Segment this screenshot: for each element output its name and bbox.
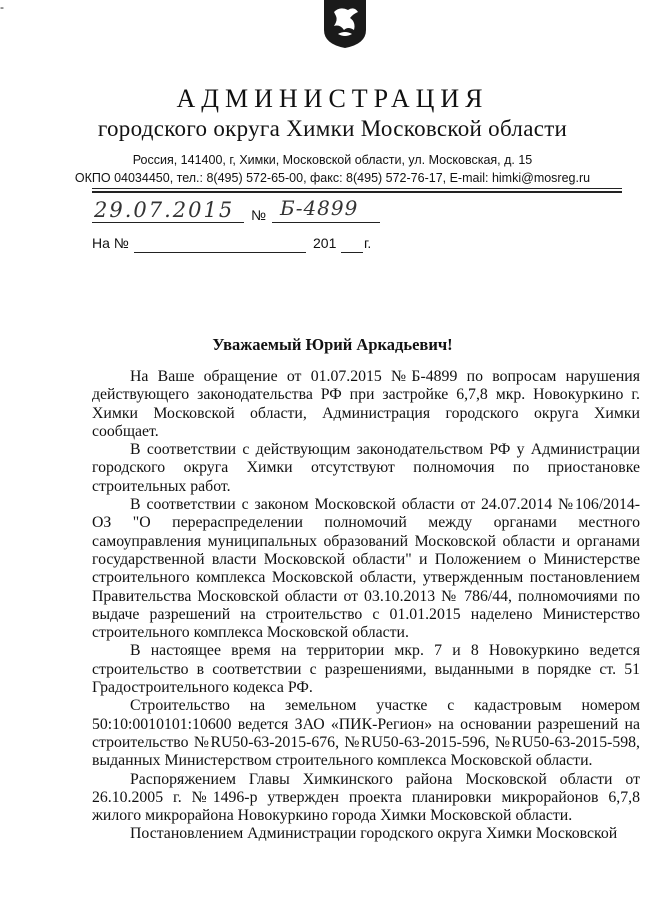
- paragraph: В соответствии с законом Московской области от 24.07.2014 №106/2014-ОЗ "О перераспределении полномочий между органами местного самоуправления муниципальных образований Московской области и органами государственной власти Московской области" и Положением о Министерстве строительного комплекса Московской области, утвержденным постановлением Правительства Московской области от 03.10.2013 № 786/44, полномочиями по выдаче разрешений на строительство с 01.01.2015 наделено Министерство строительного комплекса Московской области.: [92, 496, 640, 642]
- header-rule-thin: [92, 188, 622, 189]
- paragraph: Постановлением Администрации городского округа Химки Московской: [130, 825, 618, 843]
- header-rule-thick: [92, 191, 622, 193]
- paragraph: В соответствии с действующим законодательством РФ у Администрации городского округа Химки отсутствуют полномочия по приостановке строительных работ.: [92, 441, 640, 495]
- letter-body: [92, 368, 640, 844]
- date-underline: [92, 222, 244, 223]
- year-blank: [341, 252, 363, 253]
- margin-mark: -: [0, 0, 4, 14]
- address-line: Россия, 141400, г, Химки, Московской области, ул. Московская, д. 15: [132, 153, 533, 167]
- page-title: АДМИНИСТРАЦИЯ: [176, 84, 489, 113]
- paragraph: Строительство на земельном участке с кадастровым номером 50:10:0010101:10600 ведется ЗАО «ПИК-Регион» на основании разрешений на строительство №RU50-63-2015-676, №RU50-63-2015-596, №RU50-63-2015-598, выданных Министерством строительного комплекса Московской области.: [92, 697, 640, 770]
- paragraph: В настоящее время на территории мкр. 7 и 8 Новокуркино ведется строительство в соответствии с разрешениями, выданными в порядке ст. 51 Градостроительного кодекса РФ.: [92, 642, 640, 697]
- reply-to-label: На №: [92, 235, 129, 251]
- reply-to-blank: [134, 252, 306, 253]
- handwritten-date: 29.07.2015: [94, 198, 235, 222]
- greeting: Уважаемый Юрий Аркадьевич!: [212, 335, 453, 354]
- paragraph: На Ваше обращение от 01.07.2015 №Б-4899 по вопросам нарушения действующего законодательства РФ при застройке 6,7,8 мкр. Новокуркино г. Химки Московской области, Администрация городского округа Химки сообщает.: [92, 368, 640, 440]
- page-subtitle: городского округа Химки Московской области: [97, 116, 568, 141]
- year-prefix: 201: [313, 235, 337, 251]
- coat-of-arms-emblem: [320, 0, 370, 48]
- number-underline: [272, 222, 380, 223]
- contacts-line: ОКПО 04034450, тел.: 8(495) 572-65-00, факс: 8(495) 572-76-17, E-mail: himki@mosreg.ru: [74, 171, 591, 185]
- year-suffix: г.: [364, 235, 372, 251]
- paragraph: Распоряжением Главы Химкинского района Московской области от 26.10.2005 г. №1496-р утвержден проекта планировки микрорайонов 6,7,8 жилого микрорайона Новокуркино города Химки Московской области.: [92, 770, 640, 825]
- handwritten-number: Б-4899: [280, 196, 359, 220]
- number-sign: №: [251, 207, 267, 223]
